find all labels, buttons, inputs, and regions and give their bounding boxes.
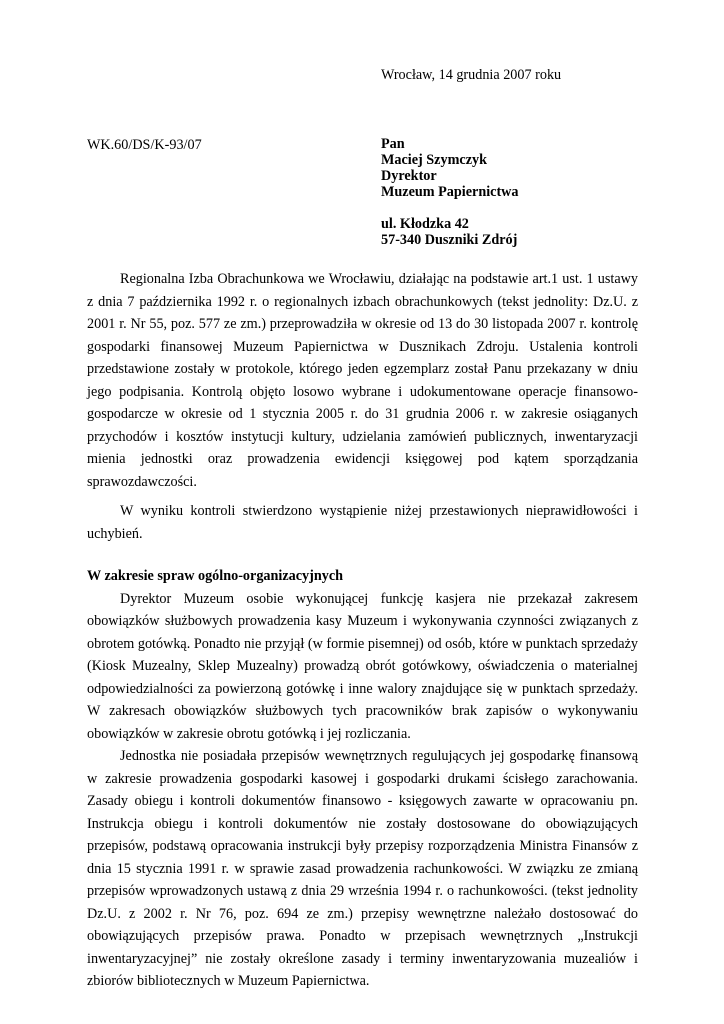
findings-paragraph: W wyniku kontroli stwierdzono wystąpienie niżej przestawionych nieprawidłowości i uchybień.: [87, 503, 638, 542]
intro-paragraph: Regionalna Izba Obrachunkowa we Wrocławiu, działając na podstawie art.1 ust. 1 ustawy z dnia 7 października 1992 r. o regionalnych izbach obrachunkowych (tekst jednolity: Dz.U. z 2001 r. Nr 55, poz. 577 ze zm.) przeprowadziła w okresie od 13 do 30 listopada 2007 r. kontrolę gospodarki finansowej Muzeum Papiernictwa w Dusznikach Zdroju. Ustalenia kontroli przedstawione zostały w protokole, którego jeden egzemplarz został Panu przekazany w dniu jego podpisania. Kontrolą objęto losowo wybrane i udokumentowane operacje finansowo-gospodarcze w okresie od 1 stycznia 2005 r. do 31 grudnia 2006 r. w zakresie osiąganych przychodów i kosztów instytucji kultury, udzielania zamówień publicznych, inwentaryzacji mienia jednostki oraz prowadzenia ewidencji księgowej pod kątem sporządzania sprawozdawczości.: [87, 271, 638, 490]
addressee-position: Dyrektor: [381, 168, 437, 184]
addressee-institution: Muzeum Papiernictwa: [381, 184, 519, 200]
addressee-street: ul. Kłodzka 42: [381, 216, 469, 232]
letter-body: [87, 268, 638, 993]
section-heading: W zakresie spraw ogólno-organizacyjnych: [87, 568, 344, 584]
addressee-name: Maciej Szymczyk: [381, 152, 487, 168]
reference-number: WK.60/DS/K-93/07: [87, 137, 202, 153]
addressee-spacer: [381, 200, 519, 216]
addressee-postal-city: 57-340 Duszniki Zdrój: [381, 232, 518, 248]
letter-date: Wrocław, 14 grudnia 2007 roku: [381, 67, 562, 83]
addressee-block: [381, 136, 519, 248]
addressee-salutation: Pan: [381, 136, 405, 152]
section-paragraph-2: Jednostka nie posiadała przepisów wewnętrznych regulujących jej gospodarkę finansową w zakresie prowadzenia gospodarki kasowej i gospodarki drukami ścisłego zarachowania. Zasady obiegu i kontroli dokumentów finansowo - księgowych zawarte w opracowaniu pn. Instrukcja obiegu i kontroli dokumentów nie zostały dostosowane do obowiązujących przepisów, podstawą opracowania instrukcji były przepisy rozporządzenia Ministra Finansów z dnia 15 stycznia 1991 r. w sprawie zasad prowadzenia rachunkowości. W związku ze zmianą przepisów wprowadzonych ustawą z dnia 29 września 1994 r. o rachunkowości. (tekst jednolity Dz.U. z 2002 r. Nr 76, poz. 694 ze zm.) przepisy wewnętrzne należało dostosować do obowiązujących przepisów prawa. Ponadto w przepisach wewnętrznych „Instrukcji inwentaryzacyjnej” nie zostały określone zasady i terminy inwentaryzowania muzealiów i zbiorów bibliotecznych w Muzeum Papiernictwa.: [87, 748, 638, 989]
section-paragraph-1: Dyrektor Muzeum osobie wykonującej funkcję kasjera nie przekazał zakresem obowiązków służbowych prowadzenia kasy Muzeum i wykonywania czynności związanych z obrotem gotówką. Ponadto nie przyjął (w formie pisemnej) od osób, które w punktach sprzedaży (Kiosk Muzealny, Sklep Muzealny) prowadzą obrót gotówkowy, oświadczenia o materialnej odpowiedzialności za powierzoną gotówkę i inne walory znajdujące się w punktach sprzedaży. W zakresach obowiązków służbowych tych pracowników brak zapisów o wykonywaniu obowiązków w zakresie obrotu gotówką i jej rozliczania.: [87, 590, 638, 742]
